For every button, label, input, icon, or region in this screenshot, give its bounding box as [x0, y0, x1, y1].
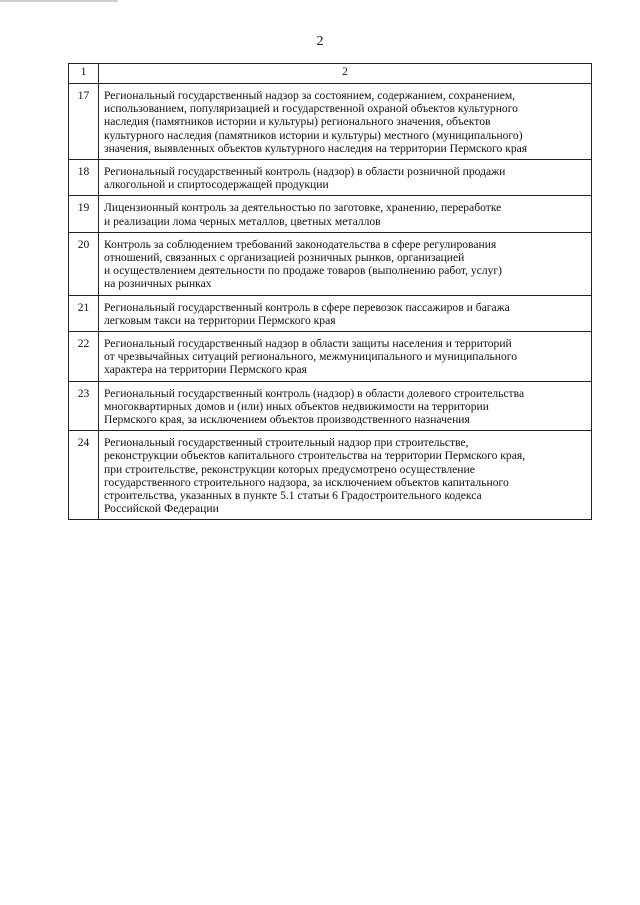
table-row	[69, 295, 592, 331]
table-row	[69, 431, 592, 520]
row-number: 22	[69, 332, 99, 382]
table-row	[69, 196, 592, 232]
row-description: Региональный государственный контроль (надзор) в области розничной продажи алкогольной и спиртосодержащей продукции	[99, 160, 592, 196]
table-row	[69, 84, 592, 160]
row-description: Региональный государственный контроль в сфере перевозок пассажиров и багажа легковым такси на территории Пермского края	[99, 295, 592, 331]
row-description: Региональный государственный надзор в области защиты населения и территорий от чрезвычайных ситуаций регионального, межмуниципального и муниципального характера на территории Пермского края	[99, 332, 592, 382]
column-header-description: 2	[99, 64, 592, 84]
row-number: 17	[69, 84, 99, 160]
row-description: Региональный государственный контроль (надзор) в области долевого строительства многоквартирных домов и (или) иных объектов недвижимости на территории Пермского края, за исключением объектов производственного назначения	[99, 381, 592, 431]
row-number: 19	[69, 196, 99, 232]
row-number: 20	[69, 232, 99, 295]
page-number: 2	[316, 34, 324, 49]
table-row	[69, 332, 592, 382]
table-header-row	[69, 64, 592, 84]
row-description: Лицензионный контроль за деятельностью по заготовке, хранению, переработке и реализации лома черных металлов, цветных металлов	[99, 196, 592, 232]
row-number: 18	[69, 160, 99, 196]
table-row	[69, 381, 592, 431]
row-description: Контроль за соблюдением требований законодательства в сфере регулирования отношений, связанных с организацией розничных рынков, организацией и осуществлением деятельности по продаже товаров (выполнению работ, услуг) на розничных рынках	[99, 232, 592, 295]
table-row	[69, 232, 592, 295]
column-header-number: 1	[69, 64, 99, 84]
control-types-table	[68, 63, 592, 520]
row-description: Региональный государственный надзор за состоянием, содержанием, сохранением, использованием, популяризацией и государственной охраной объектов культурного наследия (памятников истории и культуры) регионального значения, объектов культурного наследия (памятников истории и культуры) местного (муниципального) значения, выявленных объектов культурного наследия на территории Пермского края	[99, 84, 592, 160]
row-number: 24	[69, 431, 99, 520]
row-number: 23	[69, 381, 99, 431]
table-row	[69, 160, 592, 196]
row-description: Региональный государственный строительный надзор при строительстве, реконструкции объектов капитального строительства на территории Пермского края, при строительстве, реконструкции которых предусмотрено осуществление государственного строительного надзора, за исключением объектов капитального строительства, указанных в пункте 5.1 статьи 6 Градостроительного кодекса Российской Федерации	[99, 431, 592, 520]
scan-edge-mark	[0, 0, 118, 2]
row-number: 21	[69, 295, 99, 331]
